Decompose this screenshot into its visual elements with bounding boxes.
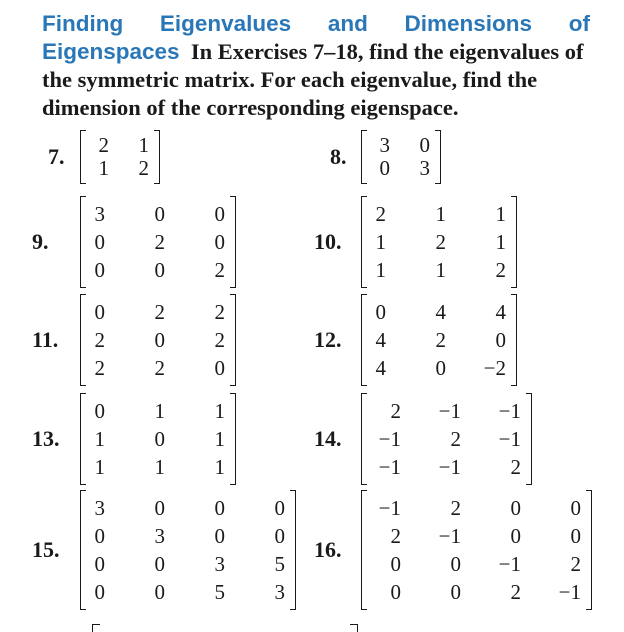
matrix-entry: 1: [138, 133, 149, 157]
exercise-number: 16.: [314, 537, 342, 562]
exercise-set-header: [42, 10, 590, 122]
matrix-entry: 0: [214, 355, 225, 380]
next-matrix-right-bracket-top: [350, 624, 358, 632]
matrix-entry: 0: [154, 551, 165, 576]
matrix: [80, 294, 236, 386]
matrix-entry: 0: [214, 201, 225, 226]
matrix-entry: 4: [375, 327, 386, 352]
header-body: [42, 38, 590, 122]
matrix: [80, 196, 236, 288]
matrix-entry: 2: [154, 299, 165, 324]
matrix-entry: 0: [570, 523, 581, 548]
instructions-text: In Exercises 7–18, find the eigenvalues of the symmetric matrix. For each eigenvalue, find the dimension of the corresponding eigenspace.: [42, 39, 584, 120]
matrix-entry: 2: [435, 229, 446, 254]
matrix-entry: 4: [495, 299, 506, 324]
matrix-right-bracket: [230, 393, 236, 485]
matrix-entry: 0: [94, 229, 105, 254]
matrix-entry: 1: [154, 454, 165, 479]
matrix-entry: 2: [495, 257, 506, 282]
matrix-entry: 0: [274, 523, 285, 548]
matrix-entry: 4: [435, 299, 446, 324]
matrix-right-bracket: [230, 294, 236, 386]
matrix-entry: 3: [94, 201, 105, 226]
matrix-entry: 0: [450, 579, 461, 604]
matrix-entry: 0: [154, 579, 165, 604]
matrix-entry: 1: [214, 398, 225, 423]
matrix-right-bracket: [511, 294, 517, 386]
matrix-entry: 1: [154, 398, 165, 423]
matrix-entry: 1: [214, 454, 225, 479]
matrix-entry: 0: [379, 156, 390, 180]
matrix-entry: −1: [438, 523, 461, 548]
matrix-entry: −1: [438, 398, 461, 423]
matrix-entry: 5: [214, 579, 225, 604]
matrix-entry: 1: [375, 229, 386, 254]
matrix-entry: 0: [94, 299, 105, 324]
matrix-right-bracket: [586, 490, 592, 610]
matrix-entry: 0: [495, 327, 506, 352]
exercise-number: 11.: [32, 327, 59, 352]
matrix-entry: 2: [138, 156, 149, 180]
matrix-entry: 3: [274, 579, 285, 604]
matrix-entry: −1: [558, 579, 581, 604]
matrix-entry: 0: [94, 257, 105, 282]
matrix-entry: −1: [498, 551, 521, 576]
matrix-entry: 0: [94, 523, 105, 548]
matrix-right-bracket: [526, 393, 532, 485]
matrix-right-bracket: [435, 130, 441, 184]
matrix-entry: 2: [435, 327, 446, 352]
heading-word: Finding: [42, 11, 124, 36]
matrix: [361, 196, 517, 288]
exercise-number: 13.: [32, 426, 60, 451]
heading-word: of: [568, 11, 590, 36]
matrix-entry: 0: [154, 201, 165, 226]
matrix-entry: 0: [419, 133, 430, 157]
heading-line-2: Eigenspaces: [42, 39, 180, 64]
matrix-right-bracket: [230, 196, 236, 288]
matrix-entry: 0: [94, 579, 105, 604]
matrix-entry: 2: [450, 426, 461, 451]
matrix-entry: 2: [214, 299, 225, 324]
matrix-entry: 2: [570, 551, 581, 576]
matrix-entry: 0: [94, 398, 105, 423]
next-matrix-left-bracket-top: [92, 624, 100, 632]
matrix-entry: 0: [154, 426, 165, 451]
matrix-entry: 1: [94, 454, 105, 479]
matrix-entry: −1: [378, 454, 401, 479]
matrix-entry: 0: [154, 327, 165, 352]
matrix-entry: 0: [375, 299, 386, 324]
matrix-entry: 0: [570, 495, 581, 520]
exercise-number: 10.: [314, 229, 342, 254]
exercise-number: 9.: [32, 229, 49, 254]
matrix-entry: 0: [94, 551, 105, 576]
matrix-entry: 2: [154, 229, 165, 254]
matrix-entry: −1: [498, 426, 521, 451]
matrix-entry: 0: [214, 523, 225, 548]
matrix-entry: 1: [98, 156, 109, 180]
matrix-entry: 1: [495, 201, 506, 226]
matrix-entry: 3: [94, 495, 105, 520]
matrix-entry: 0: [214, 495, 225, 520]
matrix-entry: 1: [495, 229, 506, 254]
matrix-entry: 2: [98, 133, 109, 157]
matrix-entry: 1: [375, 257, 386, 282]
matrix-right-bracket: [154, 130, 160, 184]
matrix-entry: 5: [274, 551, 285, 576]
matrix-entry: 4: [375, 355, 386, 380]
matrix-entry: 3: [214, 551, 225, 576]
matrix-entry: 0: [510, 523, 521, 548]
matrix: [361, 393, 532, 485]
matrix-entry: 3: [419, 156, 430, 180]
matrix-entry: 2: [390, 523, 401, 548]
exercise-number: 8.: [330, 144, 347, 169]
header-line-1: [42, 10, 590, 38]
matrix-entry: 3: [379, 133, 390, 157]
matrix-entry: 2: [450, 495, 461, 520]
matrix-right-bracket: [290, 490, 296, 610]
matrix: [361, 130, 441, 184]
matrix-entry: 0: [510, 495, 521, 520]
matrix: [80, 490, 296, 610]
exercise-number: 14.: [314, 426, 342, 451]
matrix-entry: 2: [510, 454, 521, 479]
matrix: [361, 294, 517, 386]
matrix-entry: 3: [154, 523, 165, 548]
matrix: [361, 490, 592, 610]
exercise-number: 15.: [32, 537, 60, 562]
matrix-entry: −2: [483, 355, 506, 380]
heading-word: Eigenvalues: [159, 11, 292, 36]
matrix-entry: 0: [154, 495, 165, 520]
heading-word: Dimensions: [404, 11, 533, 36]
matrix-entry: 1: [214, 426, 225, 451]
matrix-entry: 2: [214, 257, 225, 282]
matrix-entry: 2: [94, 355, 105, 380]
matrix-entry: −1: [378, 495, 401, 520]
matrix-entry: 0: [450, 551, 461, 576]
matrix: [80, 130, 160, 184]
matrix-entry: 0: [154, 257, 165, 282]
matrix-entry: 2: [214, 327, 225, 352]
matrix-entry: 1: [435, 257, 446, 282]
matrix: [80, 393, 236, 485]
matrix-entry: −1: [498, 398, 521, 423]
matrix-right-bracket: [511, 196, 517, 288]
matrix-entry: 0: [435, 355, 446, 380]
matrix-entry: 0: [390, 551, 401, 576]
matrix-entry: −1: [438, 454, 461, 479]
matrix-entry: 1: [94, 426, 105, 451]
exercise-number: 12.: [314, 327, 342, 352]
matrix-entry: −1: [378, 426, 401, 451]
matrix-entry: 2: [94, 327, 105, 352]
matrix-entry: 2: [510, 579, 521, 604]
matrix-entry: 1: [435, 201, 446, 226]
matrix-entry: 2: [390, 398, 401, 423]
exercise-number: 7.: [48, 144, 65, 169]
heading-word: and: [327, 11, 368, 36]
matrix-entry: 0: [274, 495, 285, 520]
matrix-entry: 2: [375, 201, 386, 226]
matrix-entry: 0: [390, 579, 401, 604]
matrix-entry: 0: [214, 229, 225, 254]
matrix-entry: 2: [154, 355, 165, 380]
